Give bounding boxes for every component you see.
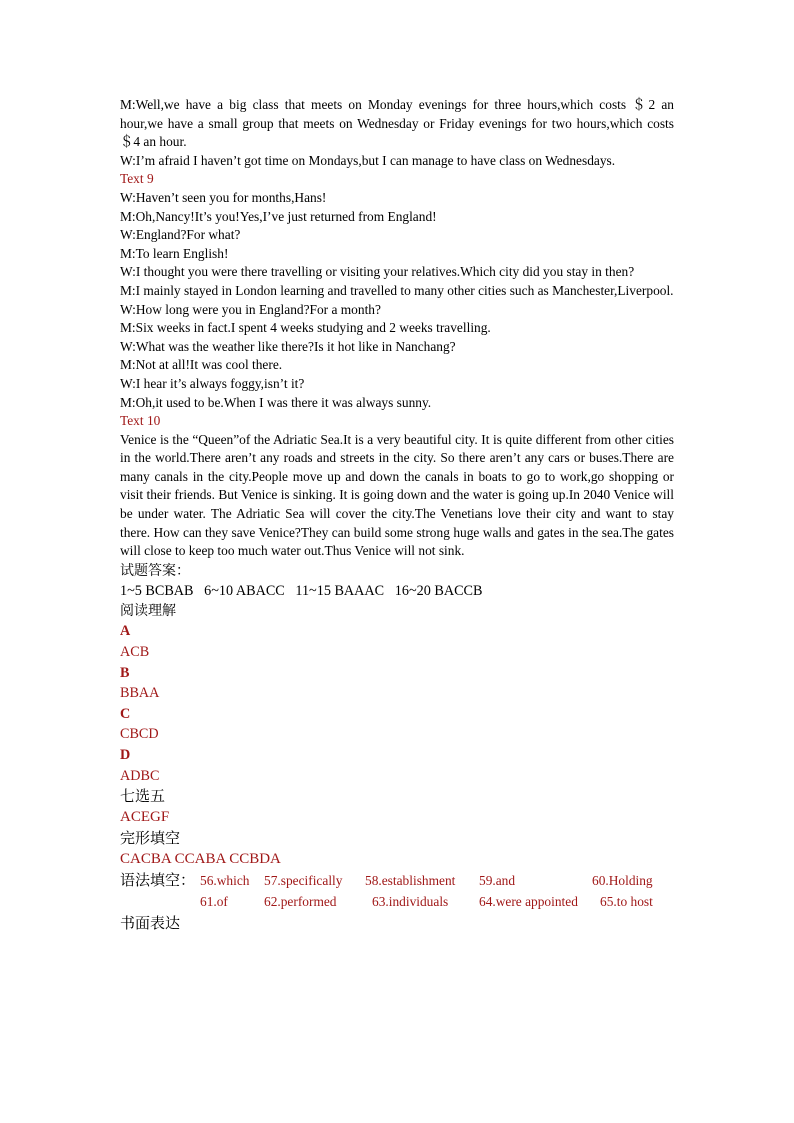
dialogue-line: W:I hear it’s always foggy,isn’t it?: [120, 375, 305, 391]
dialogue-line: M:Not at all!It was cool there.: [120, 357, 283, 373]
grammar-row-2: [120, 891, 674, 912]
grammar-answer: 58.establishment: [365, 873, 456, 889]
reading-section-label: C: [120, 705, 131, 722]
document-body: [120, 96, 674, 934]
grammar-answer: 64.were appointed: [479, 894, 578, 910]
dialogue-line: M:Six weeks in fact.I spent 4 weeks studying and 2 weeks travelling.: [120, 320, 491, 336]
grammar-answer: 63.individuals: [372, 894, 449, 910]
dialogue-line: M:Well,we have a big class that meets on Monday evenings for three hours,which costs ＄2 an hour,we have a small group that meets on Wednesday or Friday evenings for two hours,which costs ＄4 an hour.: [120, 97, 674, 150]
reading-section-answer: ADBC: [120, 767, 160, 784]
dialogue-line: W:England?For what?: [120, 227, 241, 243]
dialogue-line: W:I’m afraid I haven’t got time on Mondays,but I can manage to have class on Wednesdays.: [120, 152, 616, 168]
grammar-heading: 语法填空：: [120, 871, 196, 890]
passage-venice: Venice is the “Queen”of the Adriatic Sea.It is a very beautiful city. It is quite different from other cities in the world.There aren’t any roads and streets in the city. So there aren’t any cars or buses.There are many canals in the city.People move up and down the canals in boats to go to work,go shopping or visit their friends. But Venice is sinking. It is going down and the water is going up.In 2040 Venice will be under water. The Adriatic Sea will cover the city.The Venetians love their city and want to stay there. How can they save Venice?They can build some strong huge walls and gates in the sea.The gates will close to keep too much water out.Thus Venice will not sink.: [120, 431, 674, 559]
seven-five-answer: ACEGF: [120, 809, 170, 826]
dialogue-line: W:How long were you in England?For a month?: [120, 301, 381, 317]
section-title-text9: Text 9: [120, 171, 154, 187]
grammar-answer: 57.specifically: [264, 873, 343, 889]
reading-section-label: A: [120, 623, 131, 640]
dialogue-line: M:Oh,Nancy!It’s you!Yes,I’ve just returned from England!: [120, 208, 437, 224]
reading-section-answer: CBCD: [120, 726, 159, 743]
seven-five-heading: 七选五: [120, 787, 166, 806]
dialogue-line: M:I mainly stayed in London learning and travelled to many other cities such as Manchester,Liverpool.: [120, 282, 674, 298]
reading-heading: 阅读理解: [120, 603, 176, 620]
grammar-answer: 62.performed: [264, 894, 337, 910]
cloze-heading: 完形填空: [120, 829, 181, 848]
listening-answers: 1~5 BCBAB 6~10 ABACC 11~15 BAAAC 16~20 BACCB: [120, 582, 483, 599]
dialogue-line: W:What was the weather like there?Is it hot like in Nanchang?: [120, 338, 456, 354]
writing-heading: 书面表达: [120, 914, 181, 933]
grammar-answer: 60.Holding: [592, 873, 653, 889]
grammar-answer: 61.of: [200, 894, 228, 910]
reading-section-label: D: [120, 747, 131, 763]
reading-section-answer: ACB: [120, 644, 150, 661]
grammar-answer: 56.which: [200, 873, 250, 889]
grammar-answer: 65.to host: [600, 894, 653, 910]
grammar-answer: 59.and: [479, 873, 516, 889]
answers-heading: 试题答案：: [120, 562, 190, 579]
grammar-row-1: [120, 870, 674, 891]
cloze-answer: CACBA CCABA CCBDA: [120, 851, 281, 868]
reading-section-answer: BBAA: [120, 685, 160, 702]
section-title-text10: Text 10: [120, 413, 161, 429]
dialogue-line: W:I thought you were there travelling or visiting your relatives.Which city did you stay in then?: [120, 264, 635, 280]
reading-section-label: B: [120, 664, 130, 681]
dialogue-line: M:Oh,it used to be.When I was there it was always sunny.: [120, 394, 432, 410]
dialogue-line: M:To learn English!: [120, 245, 229, 261]
dialogue-line: W:Haven’t seen you for months,Hans!: [120, 189, 327, 205]
